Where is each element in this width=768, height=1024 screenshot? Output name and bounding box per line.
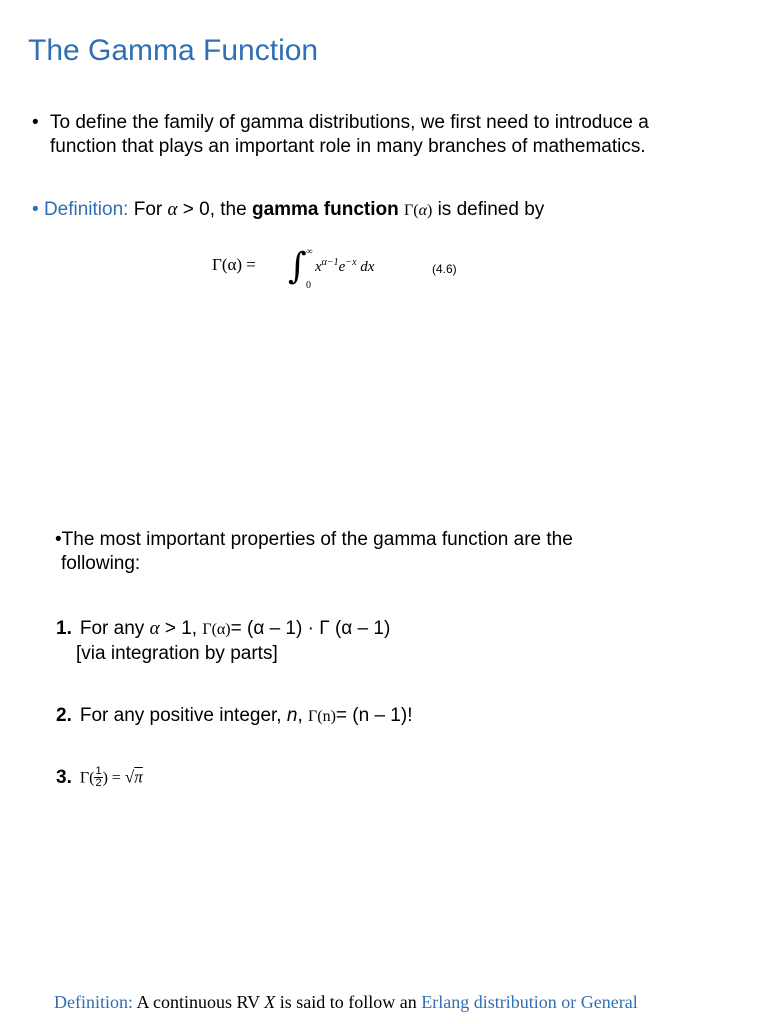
intro-line-1: To define the family of gamma distributions, we first need to introduce a [50,112,649,133]
definition-for: For [128,199,168,220]
bullet-dot: • [32,112,39,133]
intro-bullet [32,111,649,159]
erlang-definition: Definition: A continuous RV X is said to follow an Erlang distribution or General [54,992,638,1012]
integral-sign: ∫ [288,246,307,287]
properties-line-1: •The most important properties of the gamma function are the [55,529,573,550]
property-3-number: 3. [56,766,72,788]
property-1: 1. For any α > 1, Γ(α)= (α – 1) · Γ (α – 1) [via integration by parts] [56,618,391,664]
fraction-one-half: $\frac{1}{2}$ [95,765,102,789]
erlang-variable: X [264,992,276,1012]
definition-bullet-dot: • [32,199,39,220]
definition-bullet [32,199,544,221]
integral-upper-limit: ∞ [306,246,313,256]
property-1-number: 1. [56,618,72,639]
erlang-definition-label: Definition: [54,992,133,1012]
definition-gt0: > 0, the [177,199,252,220]
definition-alpha: α [167,199,178,220]
property-3: 3. Γ( $\frac{1}{2}$ ) = √π [56,765,143,789]
equation-number: (4.6) [432,262,457,276]
equation-lhs: Γ(α) = [212,255,256,274]
intro-line-2: function that plays an important role in many branches of mathematics. [50,136,646,157]
sqrt-pi: √π [124,767,143,787]
property-1-note: [via integration by parts] [76,643,278,664]
property-2-gamma: Γ(n) [308,708,336,725]
definition-tail: is defined by [432,199,545,220]
property-1-alpha: α [149,618,160,639]
definition-gamma-symbol: Γ(α) [403,202,433,219]
property-2-number: 2. [56,705,72,726]
page-title: The Gamma Function [28,34,319,67]
property-2-n: n [286,705,298,726]
integral-lower-limit: 0 [306,280,311,291]
property-2: 2. For any positive integer, n, Γ(n)= (n – 1)! [56,705,413,726]
integrand: $x^{\alpha-1}e^{-x}$ dx [315,257,375,275]
definition-label: Definition: [43,199,129,220]
properties-intro [55,528,573,576]
property-1-gamma: Γ(α) [202,621,231,638]
properties-line-2: following: [61,553,141,574]
definition-bold: gamma function [251,199,399,220]
erlang-link[interactable]: Erlang distribution or General [421,992,638,1012]
